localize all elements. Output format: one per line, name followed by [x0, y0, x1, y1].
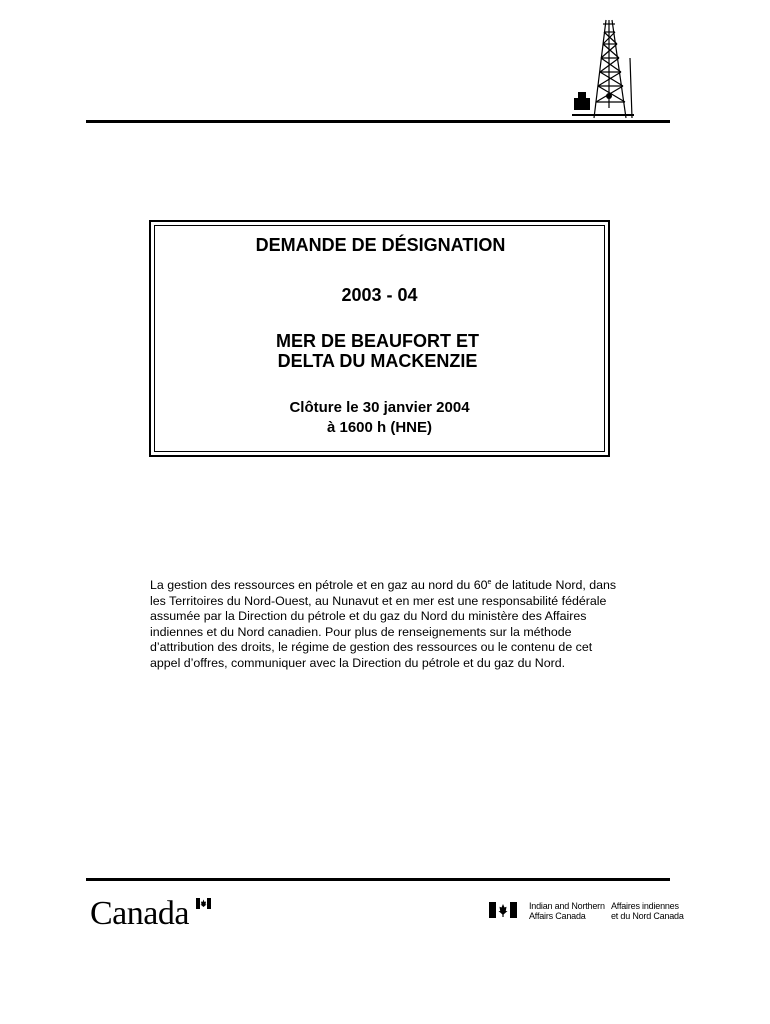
department-name-en: [529, 901, 605, 921]
document-title: DEMANDE DE DÉSIGNATION: [255, 235, 506, 255]
department-en-line-1: Indian and Northern: [529, 901, 605, 911]
canada-flag-icon: [489, 902, 517, 918]
body-text-rest: de latitude Nord, dans les Territoires du Nord-Ouest, au Nunavut et en mer est une responsabilité fédérale assumée par la Direction du pétrole et du gaz du Nord du ministère des Affaires indiennes et du Nord canadien. Pour plus de renseignements sur la méthode d’attribution des droits, le régime de gestion des ressources ou le contenu de cet appel d’offres, communiquer avec la Direction du pétrole et du gaz du Nord.: [150, 578, 617, 670]
region-line-2: DELTA DU MACKENZIE: [277, 351, 478, 371]
body-paragraph: [150, 578, 620, 672]
closing-time: à 1600 h (HNE): [326, 419, 433, 436]
department-en-line-2: Affairs Canada: [529, 911, 586, 921]
canada-flag-icon: [196, 898, 211, 909]
call-number: 2003 - 04: [341, 285, 418, 305]
canada-wordmark: Canada: [90, 895, 189, 932]
department-name-fr: [611, 901, 684, 921]
header-rule: [86, 120, 670, 123]
oil-derrick-icon: [570, 18, 636, 120]
body-text-start: La gestion des ressources en pétrole et en gaz au nord du 60: [150, 578, 488, 592]
region-line-1: MER DE BEAUFORT ET: [275, 331, 479, 351]
superscript: e: [487, 578, 492, 586]
department-fr-line-1: Affaires indiennes: [611, 901, 679, 911]
closing-date: Clôture le 30 janvier 2004: [289, 399, 470, 416]
title-box: [149, 220, 610, 457]
department-fr-line-2: et du Nord Canada: [611, 911, 684, 921]
footer-rule: [86, 878, 670, 881]
